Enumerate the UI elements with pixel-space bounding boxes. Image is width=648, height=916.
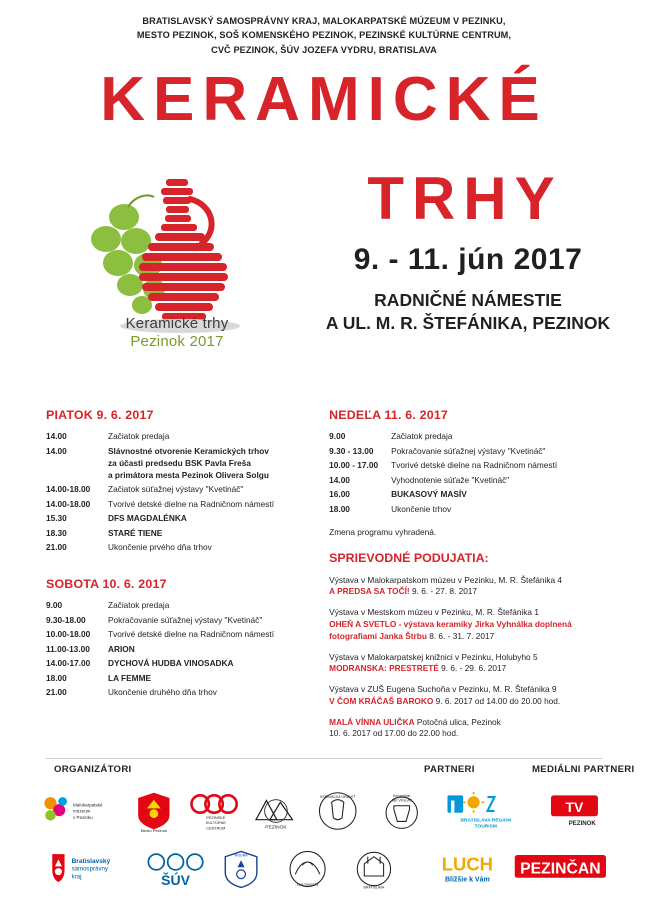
logo-keramicka-oblast bbox=[309, 787, 366, 835]
event-time: 14.00-18.00 bbox=[46, 498, 91, 509]
footer-divider bbox=[46, 758, 602, 759]
event-desc: Začiatok predaja bbox=[108, 600, 170, 611]
acc-dates: 9. 6. - 29. 6. 2017 bbox=[438, 663, 507, 674]
program-column-right bbox=[329, 408, 602, 749]
sunday-event bbox=[329, 430, 602, 442]
svg-text:CENTRUM: CENTRUM bbox=[206, 826, 226, 831]
event-desc: Pokračovanie súťažnej výstavy "Kvetináč" bbox=[108, 614, 263, 625]
event-desc: Pokračovanie súťažnej výstavy "Kvetináč" bbox=[391, 445, 546, 456]
acc-detail bbox=[329, 696, 602, 708]
event-desc: Vyhodnotenie súťaže "Kvetináč" bbox=[391, 474, 510, 485]
acc-title: V ČOM KRÁČAŠ BAROKO bbox=[329, 695, 434, 706]
acc-venue: Výstava v Malokarpatskej knižnici v Pezinku, Holubyho 5 bbox=[329, 651, 538, 662]
bratislava-region-tourism-icon bbox=[444, 787, 528, 835]
event-desc-sub1: za účasti predsedu BSK Pavla Freša bbox=[108, 457, 251, 468]
saturday-event bbox=[46, 599, 307, 611]
pezincan-icon bbox=[513, 845, 608, 893]
acc-dates: 9. 6. 2017 od 14.00 do 20.00 hod. bbox=[433, 695, 561, 706]
event-desc: BUKASOVÝ MASÍV bbox=[391, 489, 467, 500]
event-desc: Tvorivé detské dielne na Radničnom námestí bbox=[108, 629, 275, 640]
event-time: 14.00-17.00 bbox=[46, 658, 91, 669]
svg-text:Bratislavský: Bratislavský bbox=[71, 857, 111, 865]
logo-pezinske-kulturne-centrum bbox=[188, 787, 244, 835]
accompanying-item bbox=[329, 607, 602, 642]
friday-event bbox=[46, 541, 307, 553]
event-desc: Začiatok predaja bbox=[108, 431, 170, 441]
friday-event bbox=[46, 445, 307, 481]
sunday-event bbox=[329, 503, 602, 515]
heading-partners: PARTNERI bbox=[424, 764, 475, 775]
mesto-pezinok-icon bbox=[126, 786, 182, 836]
svg-text:Bližšie k Vám: Bližšie k Vám bbox=[444, 876, 490, 884]
logo-bratislava-region-tourism bbox=[444, 787, 528, 835]
logo-caption bbox=[62, 315, 292, 350]
acc-venue: Výstava v ZUŠ Eugena Suchoňa v Pezinku, M. R. Štefánika 9 bbox=[329, 684, 557, 695]
acc-title: MODRANSKA: PRESTRETÉ bbox=[329, 663, 439, 674]
lipa-hanunky-icon bbox=[276, 845, 339, 893]
event-time: 18.00 bbox=[46, 672, 67, 683]
keramicka-oblast-icon bbox=[309, 787, 366, 835]
accompanying-item bbox=[329, 684, 602, 708]
logo-lipa-hanunky bbox=[276, 845, 339, 893]
logo-caption-line-1: Keramické trhy bbox=[125, 314, 229, 332]
footer-logos-row-2 bbox=[0, 840, 648, 898]
svg-text:Keramikár: Keramikár bbox=[392, 794, 411, 799]
footer-logos-row-1 bbox=[0, 782, 648, 840]
event-time: 11.00-13.00 bbox=[46, 643, 90, 654]
event-desc: Tvorivé detské dielne na Radničnom námestí bbox=[391, 460, 558, 471]
svg-text:Ján VÍGLAŠ: Ján VÍGLAŠ bbox=[390, 798, 412, 803]
friday-title: PIATOK 9. 6. 2017 bbox=[46, 408, 154, 422]
event-desc-sub2: a primátora mesta Pezinok Olivera Solgu bbox=[108, 469, 269, 480]
event-date: 9. - 11. jún 2017 bbox=[353, 242, 583, 276]
logo-mesto-pezinok bbox=[126, 786, 182, 836]
svg-text:PEZINSKÉ: PEZINSKÉ bbox=[206, 815, 225, 820]
event-time: 16.00 bbox=[329, 489, 350, 500]
event-desc: Začiatok predaja bbox=[391, 431, 453, 441]
event-desc bbox=[108, 445, 307, 481]
modra-icon bbox=[213, 845, 269, 893]
acc-dates: 8. 6. - 31. 7. 2017 bbox=[426, 630, 495, 641]
event-desc: LA FEMME bbox=[108, 672, 152, 683]
event-place-line-1: RADNIČNÉ NÁMESTIE bbox=[374, 289, 562, 310]
accompanying-title: SPRIEVODNÉ PODUJATIA: bbox=[329, 550, 489, 565]
accompanying-item bbox=[329, 575, 602, 599]
logo-pezincan bbox=[513, 845, 608, 893]
svg-text:samosprávny: samosprávny bbox=[71, 865, 109, 873]
pezinok-town-icon bbox=[249, 787, 303, 835]
saturday-event bbox=[46, 672, 307, 684]
heading-media-partners: MEDIÁLNI PARTNERI bbox=[532, 764, 635, 775]
svg-text:TV: TV bbox=[565, 798, 583, 815]
sunday-event bbox=[329, 488, 602, 500]
event-desc: Ukončenie prvého dňa trhov bbox=[108, 542, 212, 553]
event-time: 15.30 bbox=[46, 513, 67, 524]
tv-pezinok-icon bbox=[544, 787, 608, 835]
event-desc: Začiatok súťažnej výstavy "Kvetináč" bbox=[108, 484, 244, 495]
saturday-event bbox=[46, 643, 307, 655]
sunday-event bbox=[329, 474, 602, 486]
event-time: 9.30-18.00 bbox=[46, 614, 86, 625]
saturday-event bbox=[46, 614, 307, 626]
sunday-title: NEDEĽA 11. 6. 2017 bbox=[329, 408, 449, 422]
logo-luch bbox=[427, 845, 508, 893]
sunday-event bbox=[329, 459, 602, 471]
event-place bbox=[296, 289, 640, 335]
event-time: 21.00 bbox=[46, 542, 67, 553]
acc-venue: Potočná ulica, Pezinok bbox=[414, 716, 501, 727]
acc-detail bbox=[329, 717, 602, 729]
event-time: 9.00 bbox=[46, 600, 63, 611]
friday-event bbox=[46, 512, 307, 524]
logo-tv-pezinok bbox=[544, 787, 608, 835]
pkc-icon bbox=[188, 787, 244, 835]
organizers-line-2: MESTO PEZINOK, SOŠ KOMENSKÉHO PEZINOK, PEZINSKÉ KULTÚRNE CENTRUM, bbox=[136, 30, 512, 41]
event-desc: ARION bbox=[108, 643, 135, 654]
logo-malokarpatske-muzeum bbox=[40, 788, 120, 834]
acc-title-cont: fotografiami Janka Štrbu bbox=[329, 630, 427, 641]
logo-modra bbox=[213, 845, 269, 893]
acc-dates: 10. 6. 2017 od 17.00 do 22.00 hod. bbox=[329, 728, 459, 739]
svg-text:v Pezinku: v Pezinku bbox=[73, 814, 93, 820]
acc-title: MALÁ VÍNNA ULIČKA bbox=[329, 716, 415, 727]
svg-text:LUCH: LUCH bbox=[441, 853, 493, 875]
saturday-title: SOBOTA 10. 6. 2017 bbox=[46, 577, 167, 592]
svg-text:KULTÚRNE: KULTÚRNE bbox=[205, 821, 226, 826]
svg-text:TOURISM: TOURISM bbox=[474, 824, 498, 830]
friday-event bbox=[46, 527, 307, 539]
logo-bratislava bbox=[345, 845, 403, 893]
friday-event bbox=[46, 483, 307, 495]
acc-detail bbox=[329, 586, 602, 598]
acc-detail bbox=[329, 631, 602, 643]
luch-icon bbox=[427, 845, 508, 893]
event-desc: Tvorivé detské dielne na Radničnom námestí bbox=[108, 498, 275, 509]
sunday-event bbox=[329, 445, 602, 457]
accompanying-item bbox=[329, 652, 602, 676]
event-time: 18.30 bbox=[46, 527, 67, 538]
svg-text:KERAMICKÁ OBLASŤ: KERAMICKÁ OBLASŤ bbox=[320, 794, 356, 799]
event-time: 14.00 bbox=[329, 474, 350, 485]
svg-text:PEZINČAN: PEZINČAN bbox=[520, 860, 601, 878]
acc-title: A PREDSA SA TOČÍ! bbox=[329, 586, 410, 597]
event-time: 14.00 bbox=[46, 445, 67, 456]
accompanying-item bbox=[329, 717, 602, 741]
acc-venue: Výstava v Mestskom múzeu v Pezinku, M. R. Štefánika 1 bbox=[329, 607, 539, 618]
logo-suv bbox=[144, 845, 207, 893]
svg-text:Mesto Pezinok: Mesto Pezinok bbox=[140, 827, 167, 833]
event-desc: DYCHOVÁ HUDBA VINOSADKA bbox=[108, 658, 234, 669]
program-change-note: Zmena programu vyhradená. bbox=[329, 526, 437, 537]
svg-text:MODRA: MODRA bbox=[234, 853, 248, 858]
keramikar-viglas-icon bbox=[373, 787, 430, 835]
svg-text:kraj: kraj bbox=[71, 873, 82, 881]
svg-text:ŠÚV: ŠÚV bbox=[161, 871, 191, 888]
event-desc-main: Slávnostné otvorenie Keramických trhov bbox=[108, 445, 269, 456]
bsk-icon bbox=[40, 846, 138, 892]
program-section bbox=[0, 408, 648, 749]
suv-icon bbox=[144, 845, 207, 893]
saturday-event bbox=[46, 657, 307, 669]
event-time: 14.00-18.00 bbox=[46, 484, 91, 495]
page-title-line-2: TRHY bbox=[367, 164, 563, 232]
event-desc: Ukončenie druhého dňa trhov bbox=[108, 687, 217, 698]
svg-text:PEZINOK: PEZINOK bbox=[568, 819, 596, 827]
svg-text:múzeum: múzeum bbox=[73, 808, 91, 814]
event-time: 18.00 bbox=[329, 503, 350, 514]
organizers-header bbox=[0, 0, 648, 57]
organizers-line-3: CVČ PEZINOK, ŠÚV JOZEFA VYDRU, BRATISLAVA bbox=[211, 44, 437, 55]
event-time: 9.00 bbox=[329, 431, 346, 441]
program-column-left bbox=[46, 408, 307, 749]
friday-event bbox=[46, 430, 307, 442]
logo-keramikar-viglas bbox=[373, 787, 430, 835]
page-title-line-1: KERAMICKÉ bbox=[100, 64, 548, 134]
svg-text:BRATISLAVA REGION: BRATISLAVA REGION bbox=[460, 818, 512, 824]
logo-caption-line-2: Pezinok 2017 bbox=[130, 332, 224, 350]
saturday-event bbox=[46, 686, 307, 698]
svg-text:PEZINOK: PEZINOK bbox=[265, 825, 288, 831]
organizers-line-1: BRATISLAVSKÝ SAMOSPRÁVNY KRAJ, MALOKARPATSKÉ MÚZEUM V PEZINKU, bbox=[142, 16, 506, 26]
acc-venue: Výstava v Malokarpatskom múzeu v Pezinku, M. R. Štefánika 4 bbox=[329, 574, 563, 585]
bratislava-icon bbox=[345, 845, 403, 893]
acc-title: OHEŇ A SVETLO - výstava keramiky Jirka Vyhnálka doplnená bbox=[329, 618, 572, 629]
malokarpatske-muzeum-icon bbox=[40, 788, 120, 834]
acc-detail bbox=[329, 663, 602, 675]
svg-text:Lipa Hanúnky: Lipa Hanúnky bbox=[296, 882, 318, 887]
event-desc: DFS MAGDALÉNKA bbox=[108, 513, 187, 524]
event-time: 14.00 bbox=[46, 431, 67, 441]
logo-pezinok-town bbox=[249, 787, 303, 835]
event-place-line-2: A UL. M. R. ŠTEFÁNIKA, PEZINOK bbox=[325, 312, 611, 333]
friday-event bbox=[46, 498, 307, 510]
heading-organizers: ORGANIZÁTORI bbox=[54, 764, 132, 775]
event-desc: STARÉ TIENE bbox=[108, 527, 163, 538]
event-time: 10.00 - 17.00 bbox=[329, 460, 379, 471]
saturday-event bbox=[46, 628, 307, 640]
svg-text:Malokarpatské: Malokarpatské bbox=[73, 802, 103, 808]
event-time: 21.00 bbox=[46, 687, 67, 698]
logo-bratislavsky-samospravny-kraj bbox=[40, 846, 138, 892]
event-time: 9.30 - 13.00 bbox=[329, 445, 374, 456]
title-block bbox=[0, 57, 648, 357]
event-desc: Ukončenie trhov bbox=[391, 503, 452, 514]
svg-text:BRATISLAVA: BRATISLAVA bbox=[363, 885, 385, 890]
event-time: 10.00-18.00 bbox=[46, 629, 91, 640]
acc-dates: 9. 6. - 27. 8. 2017 bbox=[409, 586, 478, 597]
